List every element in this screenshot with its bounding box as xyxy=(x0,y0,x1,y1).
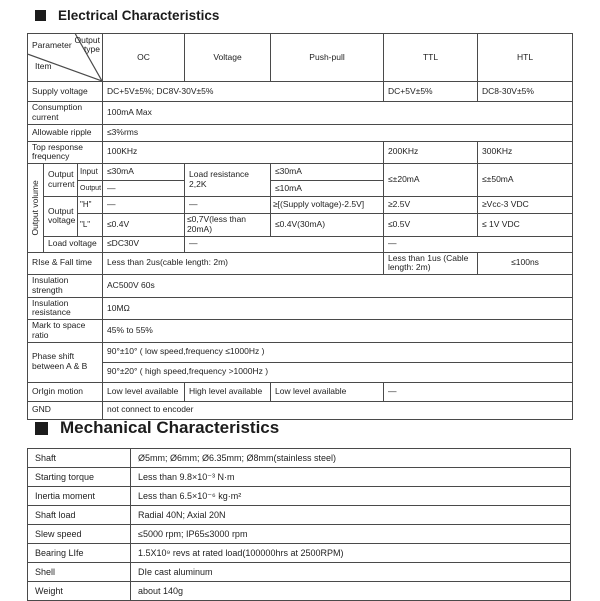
supply-voltage-htl: DC8-30V±5% xyxy=(478,82,573,102)
mech-label-shaft-load: Shaft load xyxy=(28,506,131,525)
origin-motion-push-pull: Low level available xyxy=(271,382,384,401)
load-voltage-oc: ≤DC30V xyxy=(103,236,185,252)
mech-label-bearing-life: Bearing LIfe xyxy=(28,544,131,563)
mech-label-shell: Shell xyxy=(28,563,131,582)
electrical-section-title xyxy=(35,8,219,23)
sub-label-h: "H" xyxy=(78,197,103,214)
mech-value-bearing-life: 1.5X10⁹ revs at rated load(100000hrs at 2500RPM) xyxy=(131,544,571,563)
insulation-resistance-value: 10MΩ xyxy=(103,297,573,320)
row-label-consumption-current: Consumption current xyxy=(28,102,103,125)
load-voltage-ttl-htl: — xyxy=(384,236,573,252)
output-voltage-h-voltage: — xyxy=(185,197,271,214)
row-label-top-response-frequency: Top response frequency xyxy=(28,141,103,164)
output-voltage-h-ttl: ≥2.5V xyxy=(384,197,478,214)
sub-label-output: Output xyxy=(78,181,103,197)
output-voltage-l-ttl: ≤0.5V xyxy=(384,214,478,237)
output-voltage-l-oc: ≤0.4V xyxy=(103,214,185,237)
mech-label-slew-speed: Slew speed xyxy=(28,525,131,544)
table-row xyxy=(28,506,571,525)
origin-motion-oc: Low level available xyxy=(103,382,185,401)
output-current-voltage: Load resistance 2,2K xyxy=(185,164,271,197)
electrical-title-text: Electrical Characteristics xyxy=(58,8,220,23)
corner-output-type-label: Output type xyxy=(74,35,101,55)
consumption-current-value: 100mA Max xyxy=(103,102,573,125)
mech-value-starting-torque: Less than 9.8×10⁻³ N·m xyxy=(131,468,571,487)
row-label-phase-shift: Phase shift between A & B xyxy=(28,342,103,382)
rise-fall-oc-voltage-pushpull: Less than 2us(cable length: 2m) xyxy=(103,252,384,275)
output-voltage-l-htl: ≤ 1V VDC xyxy=(478,214,573,237)
rise-fall-ttl: Less than 1us (Cable length: 2m) xyxy=(384,252,478,275)
row-label-load-voltage: Load voltage xyxy=(44,236,103,252)
mech-value-shaft-load: Radial 40N; Axial 20N xyxy=(131,506,571,525)
origin-motion-ttl-htl: — xyxy=(384,382,573,401)
square-bullet-icon xyxy=(35,422,48,435)
output-current-ttl: ≤±20mA xyxy=(384,164,478,197)
load-voltage-voltage-push-pull: — xyxy=(185,236,384,252)
output-voltage-h-push-pull: ≥[(Supply voltage)-2.5V] xyxy=(271,197,384,214)
corner-item-label: Item xyxy=(35,61,52,72)
top-response-htl: 300KHz xyxy=(478,141,573,164)
phase-shift-low-speed: 90°±10° ( low speed,frequency ≤1000Hz ) xyxy=(103,342,573,362)
sub-label-input: Input xyxy=(78,164,103,181)
origin-motion-voltage: High level available xyxy=(185,382,271,401)
output-current-htl: ≤±50mA xyxy=(478,164,573,197)
row-label-output-voltage: Output voltage xyxy=(44,197,78,237)
row-label-allowable-ripple: Allowable ripple xyxy=(28,124,103,141)
output-voltage-l-push-pull: ≤0.4V(30mA) xyxy=(271,214,384,237)
output-voltage-h-oc: — xyxy=(103,197,185,214)
table-row xyxy=(28,582,571,601)
mechanical-section-title xyxy=(35,418,279,438)
rise-fall-htl: ≤100ns xyxy=(478,252,573,275)
row-label-rise-fall-time: RIse & Fall time xyxy=(28,252,103,275)
electrical-characteristics-table xyxy=(27,33,573,420)
mech-value-shaft: Ø5mm; Ø6mm; Ø6.35mm; Ø8mm(stainless steel) xyxy=(131,449,571,468)
mech-label-shaft: Shaft xyxy=(28,449,131,468)
row-label-gnd: GND xyxy=(28,401,103,419)
table-row xyxy=(28,487,571,506)
mechanical-title-text: Mechanical Characteristics xyxy=(60,418,280,437)
row-label-insulation-strength: Insulation strength xyxy=(28,275,103,298)
corner-parameter-label: Parameter xyxy=(32,40,72,50)
sub-label-l: "L" xyxy=(78,214,103,237)
row-label-origin-motion: OrIgin motion xyxy=(28,382,103,401)
table-row xyxy=(28,563,571,582)
column-header-ttl: TTL xyxy=(384,34,478,82)
row-label-insulation-resistance: Insulation resistance xyxy=(28,297,103,320)
output-current-output-oc: — xyxy=(103,181,185,197)
row-label-output-current: Output current xyxy=(44,164,78,197)
top-response-oc-voltage-pushpull: 100KHz xyxy=(103,141,384,164)
table-row xyxy=(28,449,571,468)
mech-label-inertia-moment: Inertia moment xyxy=(28,487,131,506)
mech-value-weight: about 140g xyxy=(131,582,571,601)
column-header-push-pull: Push-pull xyxy=(271,34,384,82)
table-corner-cell xyxy=(28,34,103,82)
gnd-value: not connect to encoder xyxy=(103,401,573,419)
row-label-supply-voltage: Supply voltage xyxy=(28,82,103,102)
top-response-ttl: 200KHz xyxy=(384,141,478,164)
allowable-ripple-value: ≤3%rms xyxy=(103,124,573,141)
supply-voltage-oc-voltage-pushpull: DC+5V±5%; DC8V-30V±5% xyxy=(103,82,384,102)
supply-voltage-ttl: DC+5V±5% xyxy=(384,82,478,102)
mech-value-shell: DIe cast aluminum xyxy=(131,563,571,582)
output-current-input-push-pull: ≤30mA xyxy=(271,164,384,181)
column-header-oc: OC xyxy=(103,34,185,82)
row-group-label-output-volume: Output volume xyxy=(28,164,44,253)
table-row xyxy=(28,525,571,544)
phase-shift-high-speed: 90°±20° ( high speed,frequency >1000Hz ) xyxy=(103,362,573,382)
column-header-htl: HTL xyxy=(478,34,573,82)
row-label-mark-space-ratio: Mark to space ratio xyxy=(28,320,103,343)
output-current-output-push-pull: ≤10mA xyxy=(271,181,384,197)
mech-value-slew-speed: ≤5000 rpm; IP65≤3000 rpm xyxy=(131,525,571,544)
output-current-input-oc: ≤30mA xyxy=(103,164,185,181)
table-row xyxy=(28,468,571,487)
insulation-strength-value: AC500V 60s xyxy=(103,275,573,298)
mech-label-starting-torque: Starting torque xyxy=(28,468,131,487)
output-voltage-l-voltage: ≤0,7V(less than 20mA) xyxy=(185,214,271,237)
mech-label-weight: Weight xyxy=(28,582,131,601)
square-bullet-icon xyxy=(35,10,46,21)
table-row xyxy=(28,544,571,563)
output-voltage-h-htl: ≥Vcc-3 VDC xyxy=(478,197,573,214)
mech-value-inertia-moment: Less than 6.5×10⁻⁶ kg·m² xyxy=(131,487,571,506)
column-header-voltage: Voltage xyxy=(185,34,271,82)
mechanical-characteristics-table xyxy=(27,448,571,601)
mark-space-ratio-value: 45% to 55% xyxy=(103,320,573,343)
